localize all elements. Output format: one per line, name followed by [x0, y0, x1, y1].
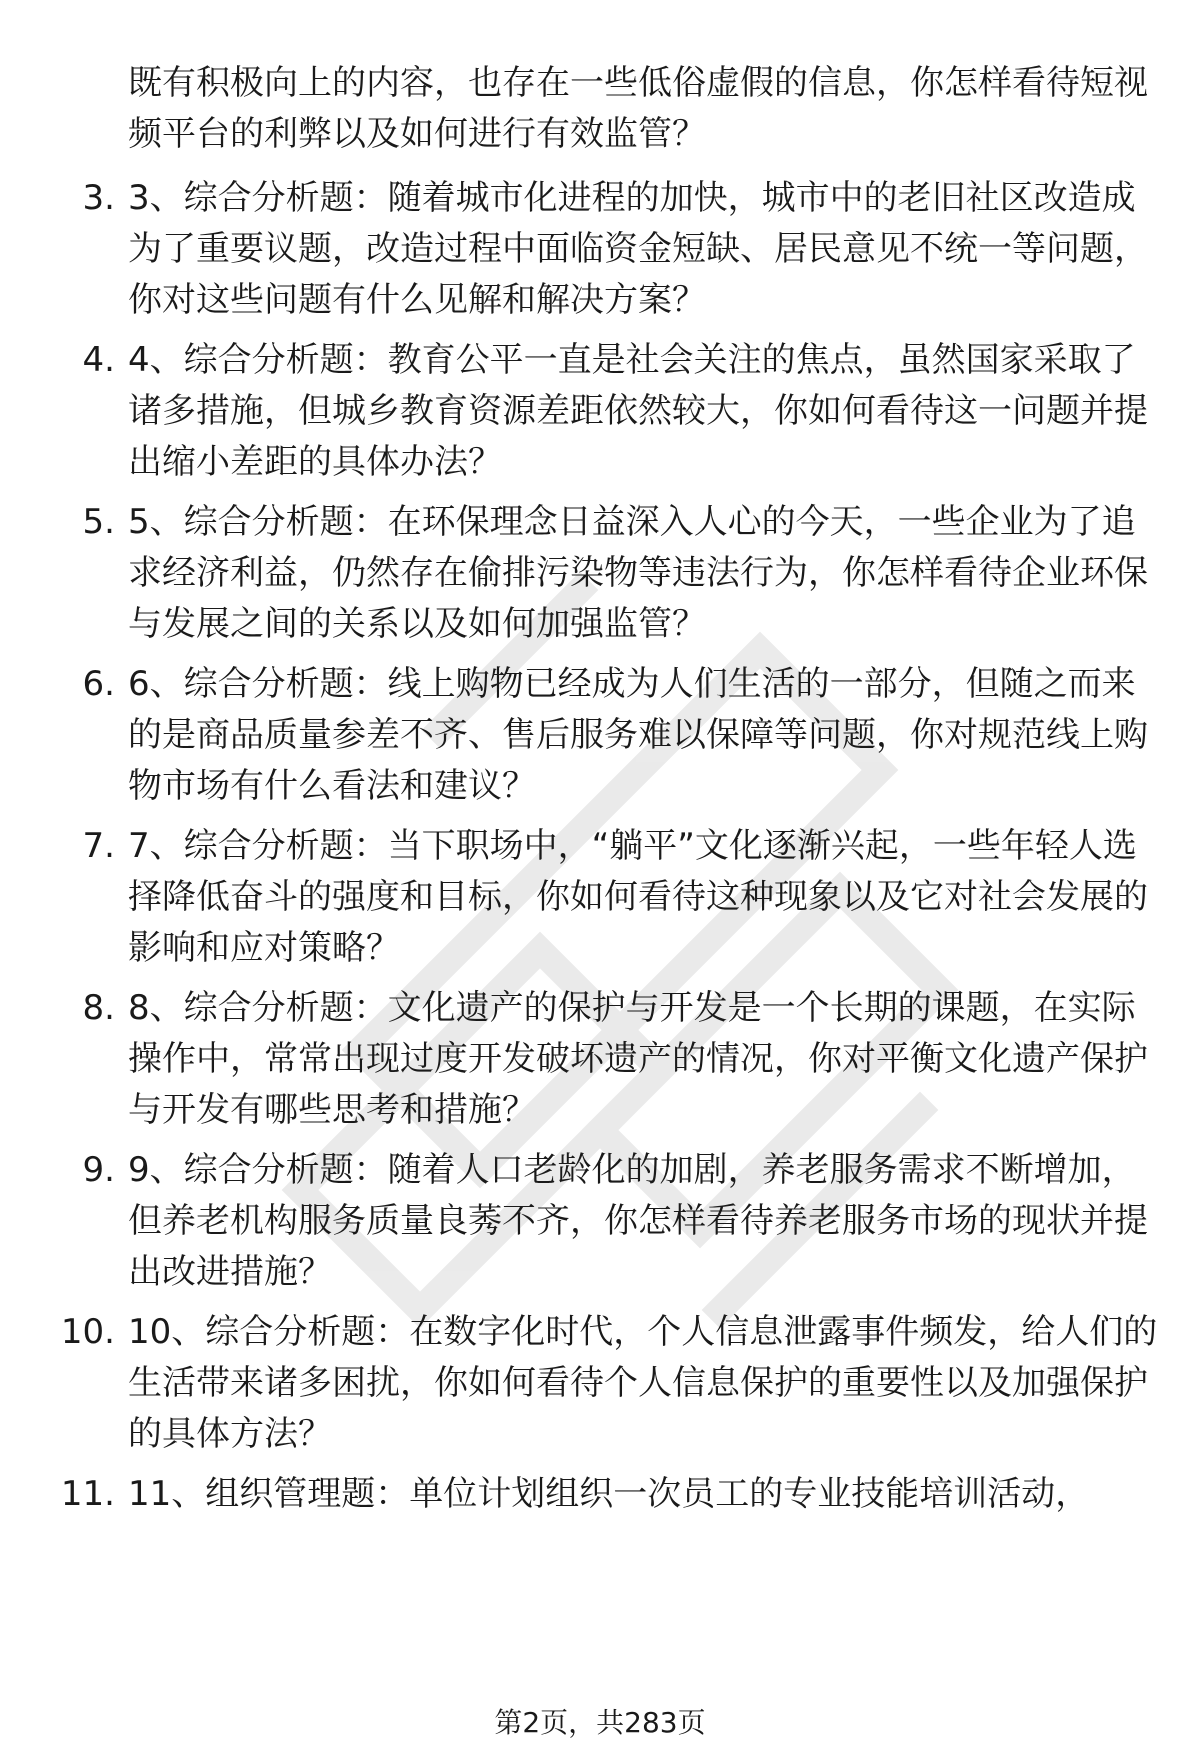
page-footer: 第2页，共283页 — [494, 1706, 706, 1739]
question-text: 10、综合分析题：在数字化时代，个人信息泄露事件频发，给人们的生活带来诸多困扰，你如何看待个人信息保护的重要性以及加强保护的具体方法？ — [128, 1312, 1158, 1454]
question-text: 6、综合分析题：线上购物已经成为人们生活的一部分，但随之而来的是商品质量参差不齐、售后服务难以保障等问题，你对规范线上购物市场有什么看法和建议？ — [128, 664, 1148, 806]
question-number: 9. — [82, 1150, 115, 1190]
question-text: 8、综合分析题：文化遗产的保护与开发是一个长期的课题，在实际操作中，常常出现过度开发破坏遗产的情况，你对平衡文化遗产保护与开发有哪些思考和措施？ — [128, 988, 1148, 1130]
question-text: 4、综合分析题：教育公平一直是社会关注的焦点，虽然国家采取了诸多措施，但城乡教育资源差距依然较大，你如何看待这一问题并提出缩小差距的具体办法？ — [128, 340, 1148, 482]
question-text: 9、综合分析题：随着人口老龄化的加剧，养老服务需求不断增加，但养老机构服务质量良莠不齐，你怎样看待养老服务市场的现状并提出改进措施？ — [128, 1150, 1148, 1292]
continuation-text: 既有积极向上的内容，也存在一些低俗虚假的信息，你怎样看待短视频平台的利弊以及如何进行有效监管？ — [128, 63, 1148, 154]
question-number: 6. — [82, 664, 115, 704]
question-number: 10. — [60, 1312, 115, 1352]
question-number: 11. — [60, 1474, 115, 1514]
question-text: 5、综合分析题：在环保理念日益深入人心的今天，一些企业为了追求经济利益，仍然存在偷排污染物等违法行为，你怎样看待企业环保与发展之间的关系以及如何加强监管？ — [128, 502, 1148, 644]
question-text: 7、综合分析题：当下职场中，“躺平”文化逐渐兴起，一些年轻人选择降低奋斗的强度和目标，你如何看待这种现象以及它对社会发展的影响和应对策略？ — [128, 826, 1148, 968]
question-number: 8. — [82, 988, 115, 1028]
question-number: 5. — [82, 502, 115, 542]
question-number: 7. — [82, 826, 115, 866]
question-text: 11、组织管理题：单位计划组织一次员工的专业技能培训活动， — [128, 1474, 1090, 1514]
question-number: 3. — [82, 178, 115, 218]
question-text: 3、综合分析题：随着城市化进程的加快，城市中的老旧社区改造成为了重要议题，改造过程中面临资金短缺、居民意见不统一等问题，你对这些问题有什么见解和解决方案？ — [128, 178, 1148, 320]
question-number: 4. — [82, 340, 115, 380]
